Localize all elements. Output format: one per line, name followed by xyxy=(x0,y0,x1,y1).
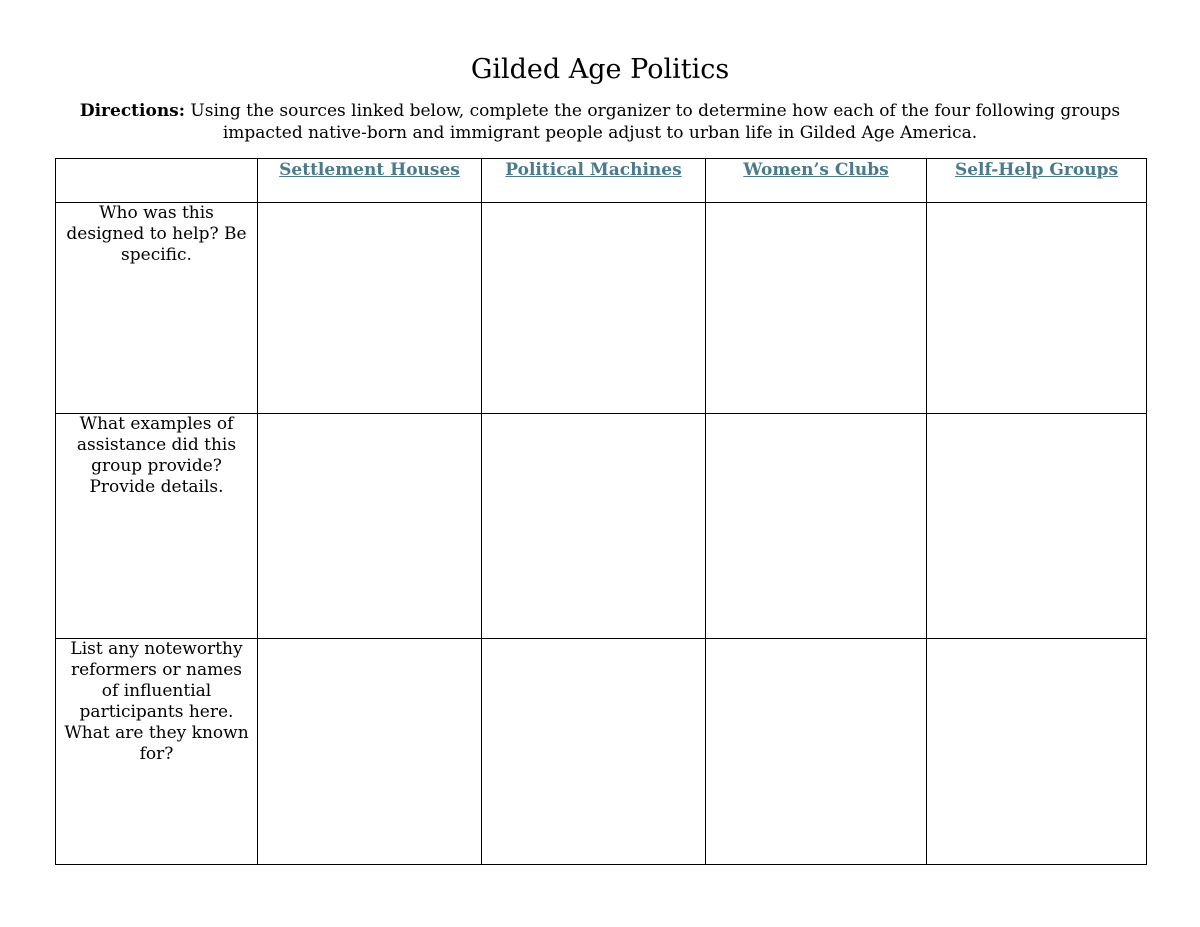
header-cell xyxy=(706,159,927,203)
answer-cell[interactable] xyxy=(706,639,927,865)
answer-cell[interactable] xyxy=(927,203,1147,414)
table-row xyxy=(56,639,1147,865)
answer-cell[interactable] xyxy=(927,414,1147,639)
directions-text: Using the sources linked below, complete the organizer to determine how each of the four following groups impacted native-born and immigrant people adjust to urban life in Gilded Age America. xyxy=(185,101,1121,143)
answer-cell[interactable] xyxy=(258,414,482,639)
answer-cell[interactable] xyxy=(927,639,1147,865)
graphic-organizer-table xyxy=(55,158,1147,865)
answer-cell[interactable] xyxy=(258,203,482,414)
header-cell xyxy=(482,159,706,203)
answer-cell[interactable] xyxy=(482,414,706,639)
table-row xyxy=(56,414,1147,639)
row-label-who-designed-to-help: Who was this designed to help? Be specific. xyxy=(56,203,258,414)
column-link-womens-clubs[interactable]: Women’s Clubs xyxy=(743,160,889,180)
answer-cell[interactable] xyxy=(258,639,482,865)
column-link-settlement-houses[interactable]: Settlement Houses xyxy=(279,160,460,180)
directions xyxy=(60,100,1140,144)
header-cell xyxy=(258,159,482,203)
answer-cell[interactable] xyxy=(482,203,706,414)
column-link-self-help-groups[interactable]: Self-Help Groups xyxy=(954,160,1119,180)
header-cell xyxy=(927,159,1147,203)
answer-cell[interactable] xyxy=(482,639,706,865)
answer-cell[interactable] xyxy=(706,203,927,414)
header-row xyxy=(56,159,1147,203)
column-link-political-machines[interactable]: Political Machines xyxy=(505,160,682,180)
page-title: Gilded Age Politics xyxy=(470,54,730,85)
directions-lead: Directions: xyxy=(79,101,186,121)
row-label-noteworthy-reformers: List any noteworthy reformers or names of influential participants here. What are they known for? xyxy=(56,639,258,865)
row-label-examples-of-assistance: What examples of assistance did this group provide? Provide details. xyxy=(56,414,258,639)
header-corner-cell xyxy=(56,159,258,203)
answer-cell[interactable] xyxy=(706,414,927,639)
table-row xyxy=(56,203,1147,414)
